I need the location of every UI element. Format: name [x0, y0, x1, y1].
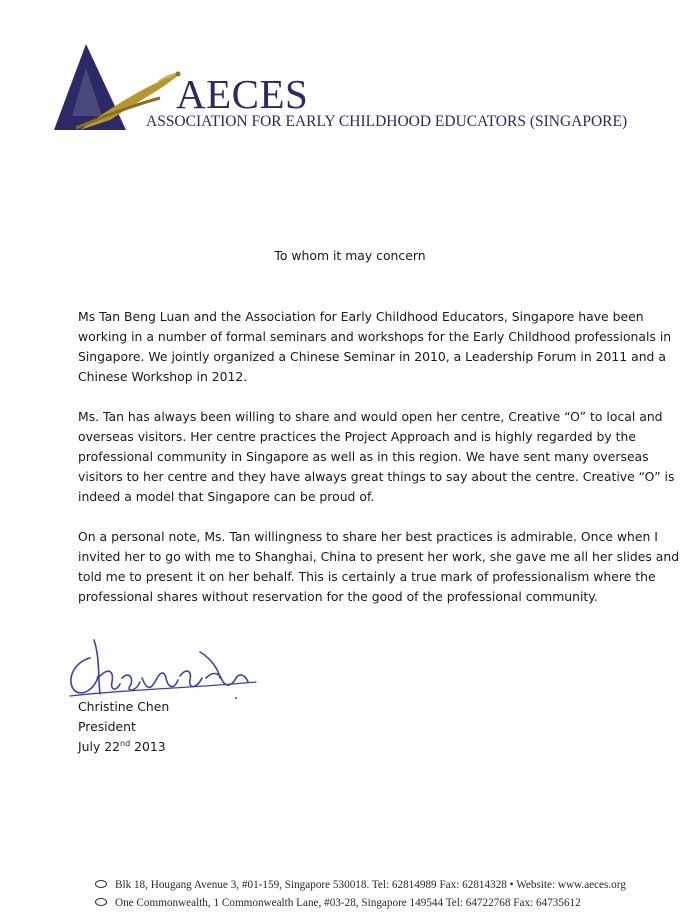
org-acronym: AECES [176, 71, 309, 117]
paragraph-1: Ms Tan Beng Luan and the Association for Early Childhood Educators, Singapore have been working in a number of formal seminars and workshops for the Early Childhood professionals in Singapore. We jointly organized a Chinese Seminar in 2010, a Leadership Forum in 2011 and a Chinese Workshop in 2012. [78, 309, 672, 384]
paragraph-3: On a personal note, Ms. Tan willingness to share her best practices is admirable. Once when I invited her to go with me to Shanghai, China to present her work, she gave me all her slides and told me to present it on her behalf. This is certainly a true mark of professionalism where the professional shares without reservation for the good of the professional community. [78, 529, 680, 604]
signatory-block [78, 697, 169, 757]
letter-body [78, 307, 686, 627]
date-prefix: July 22 [78, 739, 120, 754]
footer-line-2 [95, 894, 626, 912]
footer-line-1 [95, 876, 626, 894]
letterhead [0, 0, 700, 150]
signatory-name: Christine Chen [78, 699, 170, 714]
org-full-name: ASSOCIATION FOR EARLY CHILDHOOD EDUCATORS (SINGAPORE) [146, 113, 628, 130]
letter-date [78, 737, 169, 757]
footer-address-1: Blk 18, Hougang Avenue 3, #01-159, Singapore 530018. Tel: 62814989 Fax: 62814328 • Website: www.aeces.org [115, 879, 626, 891]
footer-address-2: One Commonwealth, 1 Commonwealth Lane, #03-28, Singapore 149544 Tel: 64722768 Fax: 64735612 [115, 897, 581, 909]
footer-addresses [95, 876, 626, 912]
date-year: 2013 [130, 739, 166, 754]
date-ordinal: nd [120, 738, 131, 748]
ring-bullet-icon [95, 898, 107, 906]
salutation: To whom it may concern [274, 248, 426, 263]
paragraph-2: Ms. Tan has always been willing to share and would open her centre, Creative “O” to local and overseas visitors. Her centre practices the Project Approach and is highly regarded by the professional community in Singapore as well as in this region. We have sent many overseas visitors to her centre and they have always great things to say about the centre. Creative “O” is indeed a model that Singapore can be proud of. [78, 409, 675, 504]
ring-bullet-icon [95, 880, 107, 888]
signatory-title: President [78, 719, 136, 734]
handwritten-signature [60, 618, 260, 708]
